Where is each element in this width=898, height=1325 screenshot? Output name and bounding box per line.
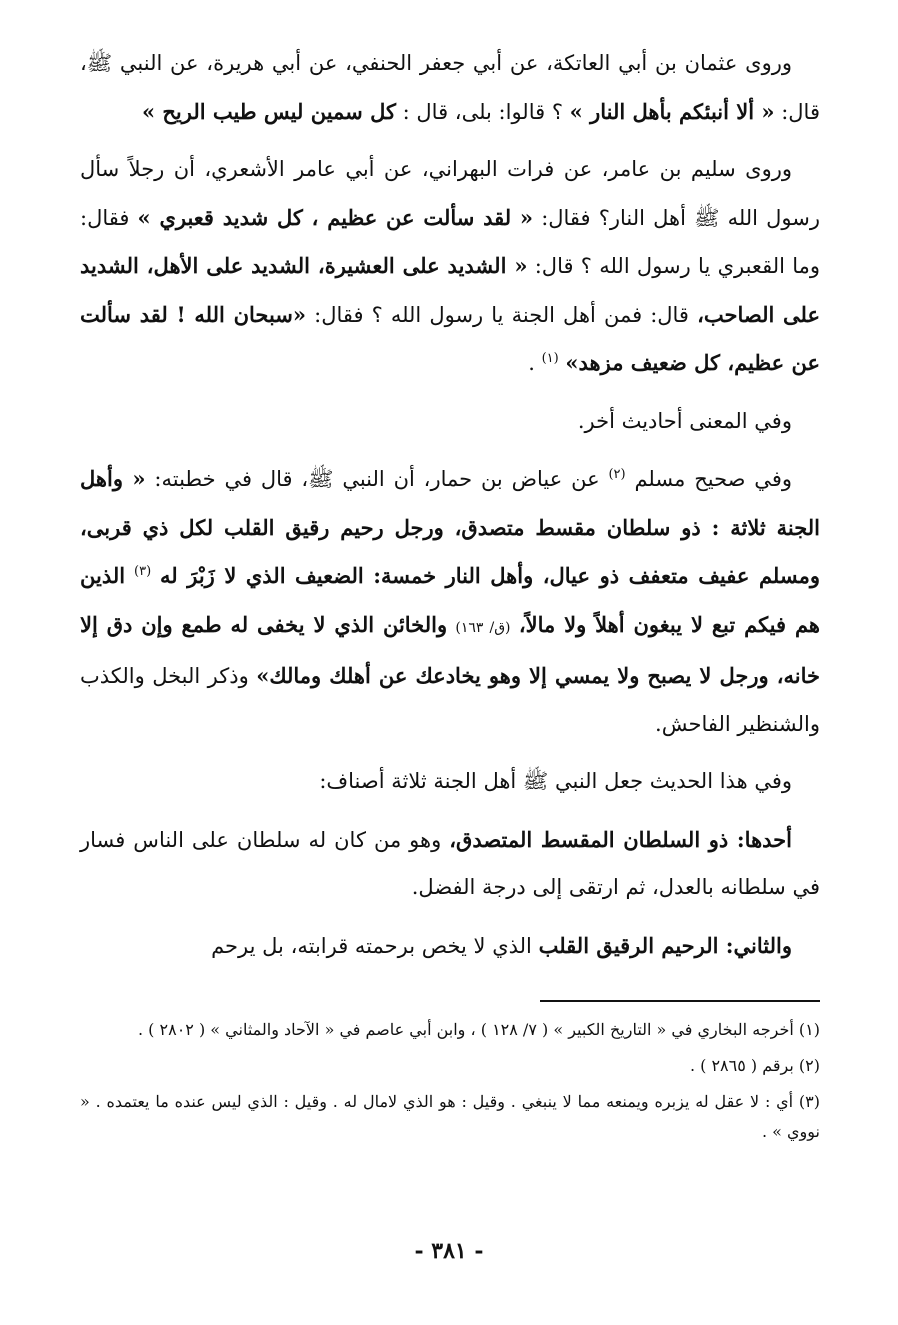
paragraph [80, 455, 820, 748]
text-segment: وروى عثمان بن أبي العاتكة، عن أبي جعفر الحنفي، عن أبي هريرة، عن النبي ﷺ، قال: [80, 51, 820, 124]
text-segment: فقال: وما القعبري يا رسول الله ؟ قال: [80, 205, 820, 278]
hadith-text: كل سمين ليس طيب الريح » [141, 98, 396, 124]
text-segment: وهو من كان له سلطان على الناس فسار في سلطانه بالعدل، ثم ارتقى إلى درجة الفضل. [80, 827, 820, 899]
text-segment: . [528, 351, 535, 375]
text-segment: ؟ قالوا: بلى، قال : [402, 99, 563, 124]
footnote-marker: (٢) [608, 467, 626, 482]
main-text [80, 40, 820, 980]
paragraph [80, 758, 820, 806]
hadith-text: « لقد سألت عن عظيم ، كل شديد قعبري » [137, 204, 534, 230]
footnote-separator [540, 1000, 820, 1002]
page-number: - ٣٨١ - [414, 1238, 484, 1264]
hadith-text: والثاني: الرحيم الرقيق القلب [538, 932, 792, 958]
footnote: (٣) أي : لا عقل له يزبره ويمنعه مما لا ينبغي . وقيل : هو الذي لامال له . وقيل : الذي ليس عنده ما يعتمده . « نووي » . [80, 1092, 820, 1141]
footnote-marker: (١) [541, 351, 559, 366]
footnote: (١) أخرجه البخاري في « التاريخ الكبير » ( ٧/ ١٢٨ ) ، وابن أبي عاصم في « الآحاد والمثاني » ( ٢٨٠٢ ) . [138, 1020, 820, 1039]
text-segment: وذكر البخل والكذب والشنظير الفاحش. [80, 664, 820, 736]
text-segment: وفي صحيح مسلم [634, 467, 792, 491]
footnote-marker: (٣) [134, 564, 152, 579]
text-segment: قال: فمن أهل الجنة يا رسول الله ؟ فقال: [314, 302, 689, 327]
paragraph [80, 922, 820, 971]
paragraph [80, 146, 820, 388]
hadith-text: أحدها: ذو السلطان المقسط المتصدق، [449, 826, 792, 852]
text-segment: وروى سليم بن عامر، عن فرات البهراني، عن أبي عامر الأشعري، أن رجلاً سأل رسول الله ﷺ أهل النار؟ فقال: [80, 157, 820, 230]
text-segment: عن عياض بن حمار، أن النبي ﷺ، قال في خطبته: [154, 467, 600, 491]
footnotes [80, 1015, 820, 1153]
hadith-text: «سبحان الله ! لقد سألت عن عظيم، كل ضعيف مزهد» [80, 301, 820, 375]
hadith-text: والخائن الذي لا يخفى له طمع وإن دق إلا خانه، ورجل لا يصبح ولا يمسي إلا وهو يخادعك عن أهلك ومالك» [80, 611, 820, 688]
manuscript-ref: (ق/ ١٦٣) [455, 619, 511, 636]
text-segment: الذي لا يخص برحمته قرابته، بل يرحم [211, 933, 532, 958]
hadith-text: « وأهل الجنة ثلاثة : ذو سلطان مقسط متصدق، ورجل رحيم رقيق القلب لكل ذي قربى، ومسلم عفيف متعفف ذو عيال، وأهل النار خمسة: الضعيف الذي لا زَبْرَ له [80, 466, 820, 588]
text-segment: وفي هذا الحديث جعل النبي ﷺ أهل الجنة ثلاثة أصناف: [319, 769, 792, 793]
paragraph [80, 816, 820, 912]
hadith-text: الذين هم فيكم تبع لا يبغون أهلاً ولا مالاً، [80, 563, 821, 637]
hadith-text: « الشديد على العشيرة، الشديد على الأهل، الشديد على الصاحب، [80, 253, 821, 327]
paragraph [80, 40, 820, 136]
paragraph [80, 398, 820, 446]
hadith-text: « ألا أنبئكم بأهل النار » [569, 98, 775, 124]
footnote: (٢) برقم ( ٢٨٦٥ ) . [689, 1056, 820, 1075]
text-segment: وفي المعنى أحاديث أخر. [577, 408, 792, 433]
